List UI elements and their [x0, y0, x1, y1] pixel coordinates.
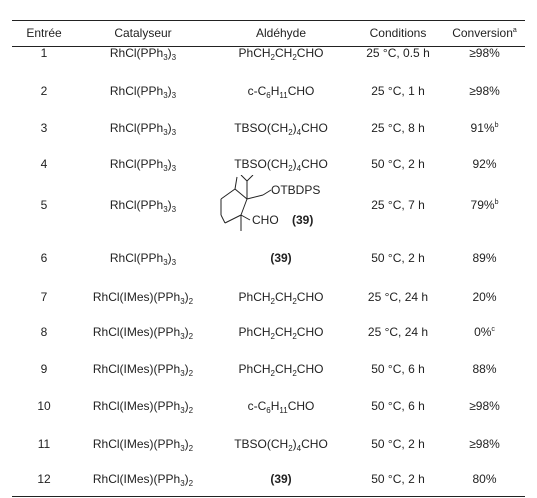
- entry-number: 1: [40, 46, 48, 60]
- formula-text: ): [167, 157, 172, 171]
- formula-text: ): [292, 157, 297, 171]
- formula-text: CHO: [296, 46, 324, 60]
- aldehyde-cell: [210, 287, 352, 307]
- header-row: [12, 23, 525, 43]
- conversion-cell: [444, 396, 525, 416]
- entry-number: 9: [40, 362, 48, 376]
- formula-text: TBSO(CH: [234, 437, 289, 451]
- table-row: [12, 43, 525, 63]
- conversion-cell: [444, 118, 525, 138]
- conversion-value: 91%: [470, 121, 495, 135]
- conditions-cell: 25 °C, 24 h: [367, 290, 429, 304]
- compound-39-structure: [217, 175, 333, 233]
- formula-text: RhCl(IMes)(PPh: [92, 290, 181, 304]
- subscript: 3: [163, 91, 168, 100]
- catalyst-cell: [76, 396, 210, 416]
- formula-text: H: [270, 399, 280, 413]
- conversion-value: ≥98%: [469, 84, 500, 98]
- conditions-cell: 50 °C, 2 h: [371, 157, 425, 171]
- compound-ref: (39): [270, 472, 292, 486]
- header-conversion: Conversion$^a$: [452, 26, 517, 40]
- entry-number: 5: [40, 198, 48, 212]
- conversion-value: 89%: [472, 251, 497, 265]
- subscript: 3: [163, 128, 168, 137]
- subscript: 2: [292, 332, 297, 341]
- formula-text: CHO: [296, 362, 324, 376]
- formula-text: RhCl(PPh: [109, 198, 164, 212]
- formula-text: CHO: [287, 84, 315, 98]
- footnote-marker: b: [494, 122, 499, 129]
- formula-text: CH: [275, 290, 293, 304]
- formula-text: RhCl(IMes)(PPh: [92, 472, 181, 486]
- conditions-cell: 50 °C, 6 h: [371, 399, 425, 413]
- formula-text: ): [167, 121, 172, 135]
- subscript: 6: [266, 91, 271, 100]
- header-conditions: Conditions: [369, 26, 427, 40]
- conditions-cell: 50 °C, 2 h: [371, 251, 425, 265]
- aldehyde-cell: [210, 154, 352, 174]
- formula-text: CHO: [301, 157, 328, 171]
- conversion-value: ≥98%: [469, 437, 500, 451]
- formula-text: ): [184, 472, 189, 486]
- aldehyde-cell: [210, 248, 352, 268]
- formula-text: CHO: [296, 325, 324, 339]
- conversion-cell: [444, 434, 525, 454]
- entry-number: 4: [40, 157, 48, 171]
- conditions-cell: 50 °C, 6 h: [371, 362, 425, 376]
- subscript: 3: [163, 205, 168, 214]
- subscript: 3: [163, 164, 168, 173]
- subscript: 3: [180, 369, 185, 378]
- aldehyde-cell: [210, 434, 352, 454]
- subscript: 3: [180, 406, 185, 415]
- conditions-cell: 50 °C, 2 h: [371, 472, 425, 486]
- subscript: 3: [171, 53, 177, 62]
- conversion-cell: [444, 43, 525, 63]
- catalyst-cell: [76, 195, 210, 215]
- conversion-cell: [444, 322, 525, 342]
- formula-text: CH: [275, 46, 293, 60]
- formula-text: PhCH: [238, 362, 271, 376]
- formula-text: PhCH: [238, 46, 271, 60]
- formula-text: TBSO(CH: [234, 157, 289, 171]
- aldehyde-cell: [210, 396, 352, 416]
- formula-text: ): [167, 198, 172, 212]
- formula-text: CHO: [301, 121, 328, 135]
- formula-text: PhCH: [238, 290, 271, 304]
- bottom-rule: [12, 496, 525, 497]
- top-rule: [12, 20, 525, 21]
- formula-text: ): [167, 251, 172, 265]
- subscript: 3: [171, 205, 177, 214]
- formula-text: RhCl(IMes)(PPh: [92, 437, 181, 451]
- footnote-marker: c: [491, 326, 495, 333]
- subscript: 6: [266, 406, 271, 415]
- conversion-cell: [444, 195, 525, 215]
- conditions-cell: 50 °C, 2 h: [371, 437, 425, 451]
- table-row: [12, 154, 525, 174]
- subscript: 2: [292, 369, 297, 378]
- formula-text: RhCl(IMes)(PPh: [92, 325, 181, 339]
- header-conversion-note: a: [512, 27, 517, 34]
- compound-ref: (39): [270, 251, 292, 265]
- table-row: [12, 359, 525, 379]
- table-row: [12, 118, 525, 138]
- conversion-cell: [444, 359, 525, 379]
- formula-text: RhCl(PPh: [109, 157, 164, 171]
- subscript: 2: [292, 53, 297, 62]
- subscript: 3: [171, 258, 177, 267]
- catalyst-cell: [76, 322, 210, 342]
- subscript: 2: [270, 332, 275, 341]
- formula-text: CH: [275, 362, 293, 376]
- formula-text: RhCl(PPh: [109, 84, 164, 98]
- conditions-cell: 25 °C, 7 h: [371, 198, 425, 212]
- entry-number: 11: [37, 437, 51, 451]
- catalyst-cell: [76, 434, 210, 454]
- entry-number: 7: [40, 290, 48, 304]
- subscript: 2: [188, 479, 194, 488]
- table-row: [12, 434, 525, 454]
- subscript: 2: [188, 332, 194, 341]
- formula-text: ): [184, 399, 189, 413]
- aldehyde-cell: [210, 469, 352, 489]
- conversion-cell: [444, 81, 525, 101]
- subscript: 2: [288, 164, 293, 173]
- conversion-value: 80%: [472, 472, 497, 486]
- catalyst-cell: [76, 248, 210, 268]
- catalyst-cell: [76, 43, 210, 63]
- subscript: 11: [279, 91, 288, 100]
- subscript: 2: [292, 297, 297, 306]
- formula-text: CH: [275, 325, 293, 339]
- formula-text: RhCl(IMes)(PPh: [92, 362, 181, 376]
- subscript: 4: [296, 128, 302, 137]
- formula-text: CHO: [301, 437, 328, 451]
- conditions-cell: 25 °C, 8 h: [371, 121, 425, 135]
- subscript: 3: [171, 128, 177, 137]
- subscript: 4: [296, 164, 302, 173]
- aldehyde-cell: [210, 359, 352, 379]
- subscript: 3: [163, 258, 168, 267]
- entry-number: 3: [40, 121, 48, 135]
- conversion-cell: [444, 248, 525, 268]
- structure-compound-label: (39): [292, 213, 314, 227]
- formula-text: ): [184, 290, 189, 304]
- conversion-cell: [444, 287, 525, 307]
- subscript: 2: [188, 369, 194, 378]
- formula-text: ): [184, 325, 189, 339]
- table-row: [12, 287, 525, 307]
- catalyst-cell: [76, 359, 210, 379]
- subscript: 3: [180, 444, 185, 453]
- aldehyde-cell: [210, 322, 352, 342]
- subscript: 3: [180, 297, 185, 306]
- subscript: 3: [180, 479, 185, 488]
- formula-text: ): [167, 84, 172, 98]
- conversion-cell: [444, 469, 525, 489]
- subscript: 3: [180, 332, 185, 341]
- catalyst-cell: [76, 81, 210, 101]
- subscript: 2: [288, 444, 293, 453]
- aldehyde-cell: [210, 118, 352, 138]
- table-row: [12, 469, 525, 489]
- entry-number: 10: [37, 399, 51, 413]
- aldehyde-cell: [210, 43, 352, 63]
- subscript: 3: [171, 91, 177, 100]
- subscript: 3: [163, 53, 168, 62]
- formula-text: ): [184, 437, 189, 451]
- entry-number: 8: [40, 325, 48, 339]
- subscript: 2: [270, 369, 275, 378]
- header-entry: Entrée: [26, 26, 62, 40]
- formula-text: ): [292, 437, 297, 451]
- formula-text: RhCl(PPh: [109, 121, 164, 135]
- conversion-value: ≥98%: [469, 46, 500, 60]
- subscript: 11: [279, 406, 288, 415]
- conversion-value: 88%: [472, 362, 497, 376]
- formula-text: TBSO(CH: [234, 121, 289, 135]
- table-row: [12, 322, 525, 342]
- entry-number: 6: [40, 251, 48, 265]
- conversion-cell: [444, 154, 525, 174]
- formula-text: RhCl(IMes)(PPh: [92, 399, 181, 413]
- conditions-cell: 25 °C, 24 h: [367, 325, 429, 339]
- entry-number: 2: [40, 84, 48, 98]
- conditions-cell: 25 °C, 0.5 h: [366, 46, 430, 60]
- subscript: 2: [188, 444, 194, 453]
- formula-text: CHO: [296, 290, 324, 304]
- subscript: 2: [270, 297, 275, 306]
- conversion-value: 20%: [472, 290, 497, 304]
- entry-number: 12: [37, 472, 51, 486]
- conversion-value: 0%: [474, 325, 492, 339]
- table-row: [12, 81, 525, 101]
- conversion-value: ≥98%: [469, 399, 500, 413]
- header-aldehyde: Aldéhyde: [255, 26, 307, 40]
- conversion-value: 92%: [472, 157, 497, 171]
- catalyst-cell: [76, 118, 210, 138]
- formula-text: ): [167, 46, 172, 60]
- formula-text: c-C: [247, 84, 267, 98]
- subscript: 4: [296, 444, 302, 453]
- formula-text: PhCH: [238, 325, 271, 339]
- formula-text: CHO: [287, 399, 315, 413]
- formula-text: H: [270, 84, 280, 98]
- footnote-marker: b: [494, 199, 499, 206]
- subscript: 2: [270, 53, 275, 62]
- conversion-value: 79%: [470, 198, 495, 212]
- aldehyde-cell: [210, 81, 352, 101]
- conditions-cell: 25 °C, 1 h: [371, 84, 425, 98]
- table-row: [12, 248, 525, 268]
- catalyst-cell: [76, 287, 210, 307]
- subscript: 2: [188, 297, 194, 306]
- subscript: 2: [188, 406, 194, 415]
- catalyst-cell: [76, 469, 210, 489]
- formula-text: ): [292, 121, 297, 135]
- formula-text: ): [184, 362, 189, 376]
- header-catalyst: Catalyseur: [114, 26, 172, 40]
- catalyst-cell: [76, 154, 210, 174]
- table-row: [12, 396, 525, 416]
- formula-text: RhCl(PPh: [109, 46, 164, 60]
- formula-text: RhCl(PPh: [109, 251, 164, 265]
- structure-group-label: OTBDPS: [271, 183, 321, 197]
- structure-aldehyde-label: CHO: [252, 213, 279, 227]
- formula-text: c-C: [247, 399, 267, 413]
- subscript: 2: [288, 128, 293, 137]
- subscript: 3: [171, 164, 177, 173]
